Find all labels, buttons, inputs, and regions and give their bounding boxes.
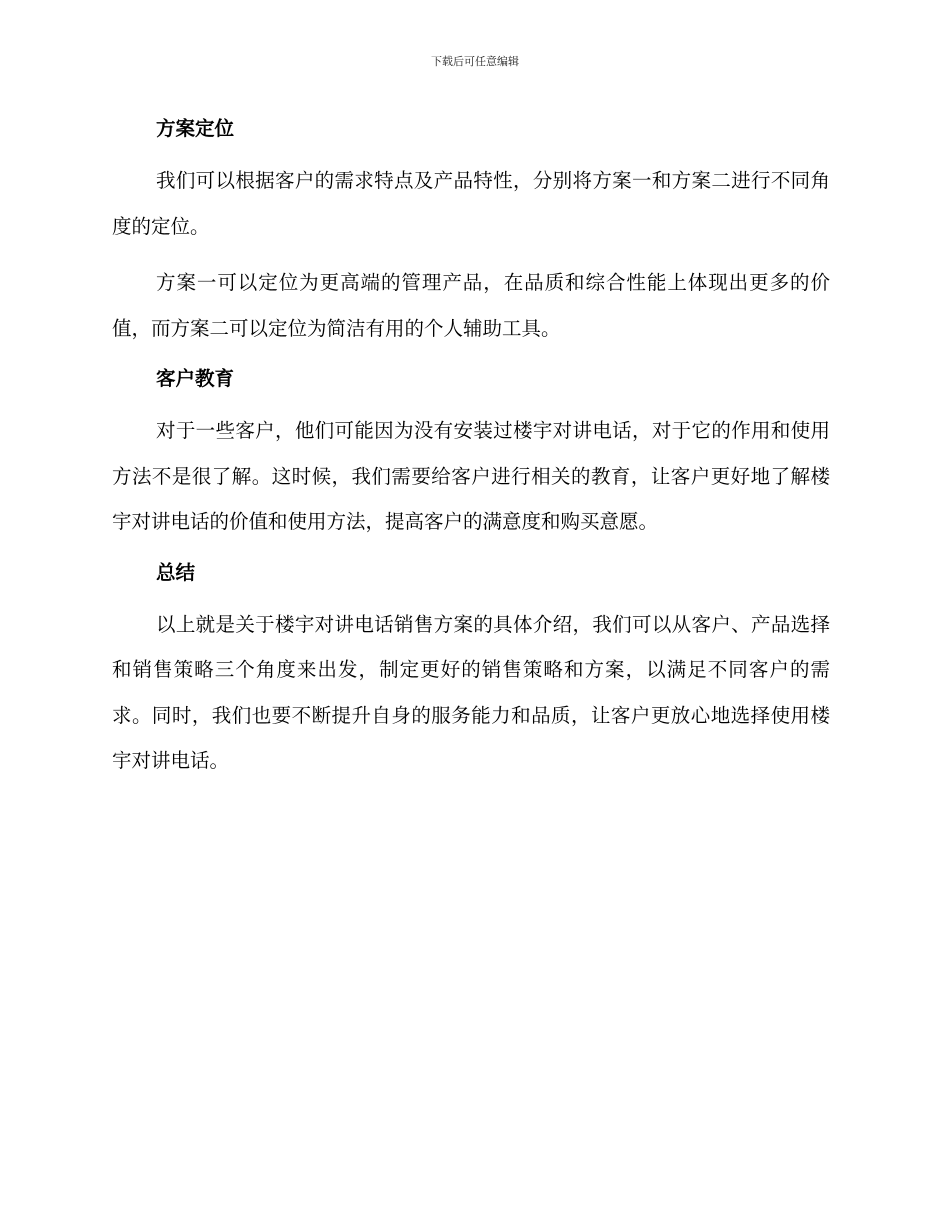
page-header: 下载后可任意编辑 [431,55,519,68]
paragraph: 以上就是关于楼宇对讲电话销售方案的具体介绍，我们可以从客户、产品选择和销售策略三个角度来出发，制定更好的销售策略和方案，以满足不同客户的需求。同时，我们也要不断提升自身的服务能力和品质，让客户更放心地选择使用楼宇对讲电话。 [112,612,830,772]
paragraph: 我们可以根据客户的需求特点及产品特性，分别将方案一和方案二进行不同角度的定位。 [112,169,830,238]
section-heading-customer-education: 客户教育 [156,367,235,390]
section-heading-summary: 总结 [156,560,196,584]
document-body [112,110,830,784]
paragraph: 对于一些客户，他们可能因为没有安装过楼宇对讲电话，对于它的作用和使用方法不是很了解。这时候，我们需要给客户进行相关的教育，让客户更好地了解楼宇对讲电话的价值和使用方法，提高客户的满意度和购买意愿。 [112,419,830,533]
section-heading-positioning: 方案定位 [156,117,235,140]
paragraph: 方案一可以定位为更高端的管理产品，在品质和综合性能上体现出更多的价值，而方案二可以定位为简洁有用的个人辅助工具。 [112,271,830,340]
